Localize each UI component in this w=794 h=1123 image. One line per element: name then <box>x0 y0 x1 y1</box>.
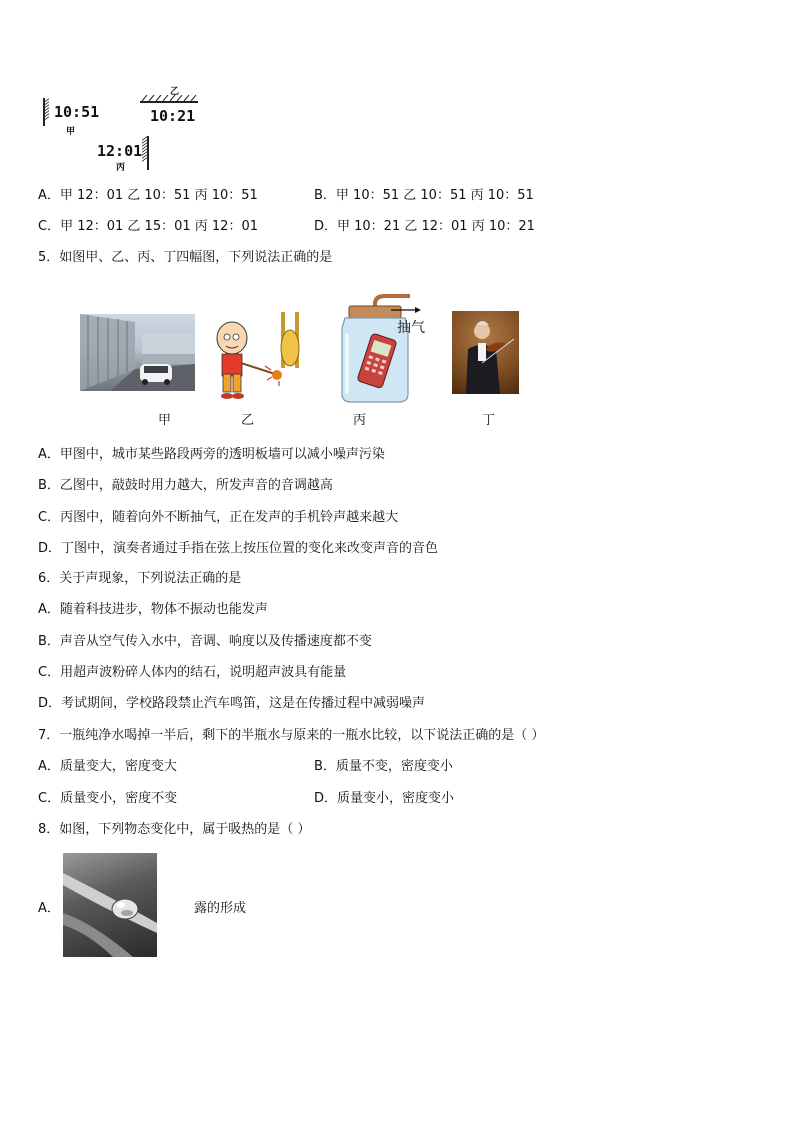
q4-option-d: D．甲 10：21 乙 12：01 丙 10：21 <box>314 219 535 234</box>
q8-option-a-text: 露的形成 <box>194 901 247 916</box>
caption-jia: 甲 <box>158 413 172 428</box>
q8-option-a-letter: A． <box>38 901 60 916</box>
q6-option-d: D．考试期间，学校路段禁止汽车鸣笛，这是在传播过程中减弱噪声 <box>38 696 426 711</box>
mirror-bing <box>143 136 149 170</box>
clock-yi-label: 乙 <box>170 87 180 97</box>
clock-jia-time: 10:51 <box>54 103 100 121</box>
mirror-yi-hatch <box>140 95 200 102</box>
q7-option-a: A．质量变大，密度变大 <box>38 759 177 774</box>
illustration-yi-drum <box>205 308 310 404</box>
clock-jia-label: 甲 <box>66 127 76 137</box>
q5-option-c: C．丙图中，随着向外不断抽气，正在发声的手机铃声越来越大 <box>38 510 399 525</box>
q6-option-c: C．用超声波粉碎人体内的结石，说明超声波具有能量 <box>38 665 347 680</box>
dew-drop-illustration <box>63 853 157 957</box>
q7-option-b: B．质量不变，密度变小 <box>314 759 453 774</box>
q6-option-b: B．声音从空气传入水中，音调、响度以及传播速度都不变 <box>38 634 372 649</box>
q6-option-a: A．随着科技进步，物体不振动也能发声 <box>38 602 268 617</box>
q5-option-a: A．甲图中，城市某些路段两旁的透明板墙可以减小噪声污染 <box>38 447 385 462</box>
q5-option-d: D．丁图中，演奏者通过手指在弦上按压位置的变化来改变声音的音色 <box>38 541 439 556</box>
caption-bing: 丙 <box>353 413 367 428</box>
q4-option-c: C．甲 12：01 乙 15：01 丙 12：01 <box>38 219 258 234</box>
q5-stem: 5．如图甲、乙、丙、丁四幅图，下列说法正确的是 <box>38 250 333 265</box>
road-wall-illustration <box>80 314 195 391</box>
violinist-illustration <box>452 311 519 394</box>
photo-ding-violinist <box>452 311 519 394</box>
caption-yi: 乙 <box>241 413 255 428</box>
q7-option-d: D．质量变小，密度变小 <box>314 791 455 806</box>
photo-dew-drop <box>63 853 157 957</box>
q8-stem: 8．如图，下列物态变化中，属于吸热的是（ ） <box>38 822 311 837</box>
clock-bing-time: 12:01 <box>97 142 143 160</box>
q6-stem: 6．关于声现象，下列说法正确的是 <box>38 571 242 586</box>
q4-option-a: A．甲 12：01 乙 10：51 丙 10：51 <box>38 188 258 203</box>
clock-yi-time: 10:21 <box>150 107 196 125</box>
mirror-jia <box>43 98 49 126</box>
caption-ding: 丁 <box>482 413 496 428</box>
pump-label: 抽气 <box>397 320 425 336</box>
q7-option-c: C．质量变小，密度不变 <box>38 791 178 806</box>
illustration-bing-jar-phone <box>335 294 440 406</box>
q7-stem: 7．一瓶纯净水喝掉一半后，剩下的半瓶水与原来的一瓶水比较，以下说法正确的是（ ） <box>38 728 545 743</box>
clock-bing-label: 丙 <box>116 163 126 173</box>
q5-option-b: B．乙图中，敲鼓时用力越大，所发声音的音调越高 <box>38 478 333 493</box>
photo-jia-road-wall <box>80 314 195 391</box>
q4-option-b: B．甲 10：51 乙 10：51 丙 10：51 <box>314 188 534 203</box>
